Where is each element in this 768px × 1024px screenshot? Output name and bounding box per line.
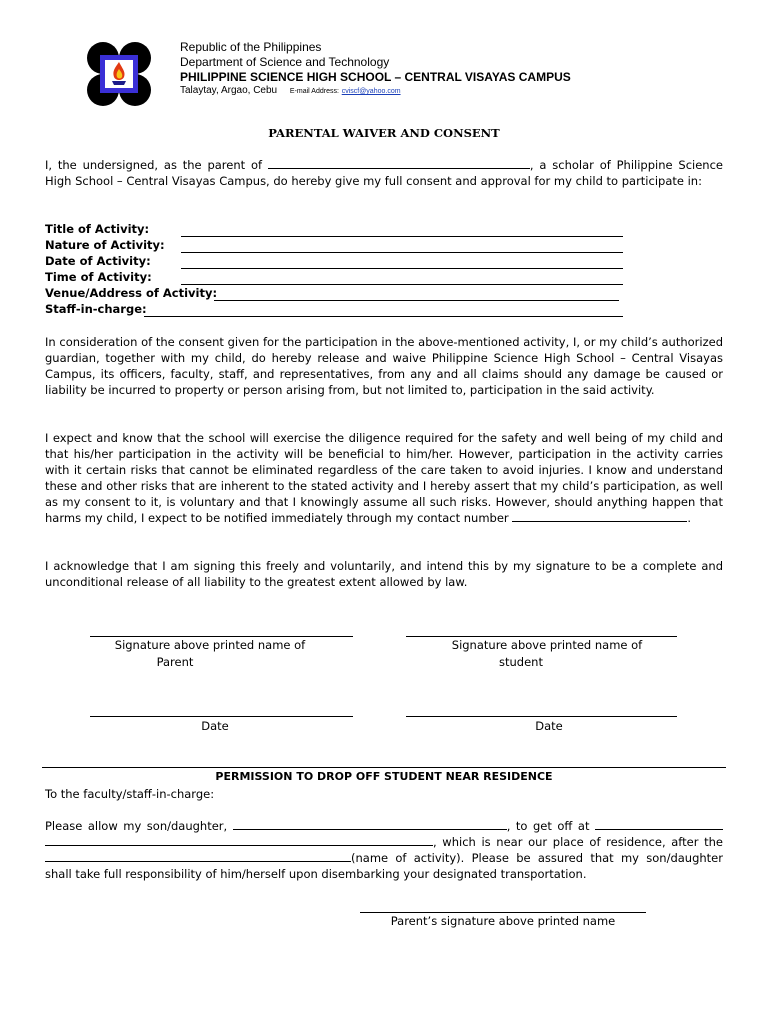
field-label-venue: Venue/Address of Activity: (45, 286, 218, 300)
field-line-title[interactable] (181, 236, 623, 237)
intro-paragraph (45, 157, 723, 189)
header-republic: Republic of the Philippines (180, 40, 322, 54)
dropoff-location-blank-1[interactable] (595, 818, 723, 830)
dropoff-salutation: To the faculty/staff-in-charge: (45, 787, 215, 801)
header-email-link[interactable]: cviscf@yahoo.com (341, 88, 401, 95)
intro-text-2: , a scholar of Philippine Science High School – Central Visayas Campus, do hereby give my full consent and approval for my child to participate in: (45, 158, 723, 188)
header-address: Talaytay, Argao, Cebu (180, 85, 278, 96)
student-signature-caption-2: student (499, 655, 543, 669)
son-daughter-name-blank[interactable] (233, 818, 507, 830)
acknowledge-paragraph: I acknowledge that I am signing this freely and voluntarily, and intend this by my signature to be a complete and unconditional release of all liability to the greatest extent allowed by law. (45, 559, 723, 589)
parent-dropoff-signature-caption: Parent’s signature above printed name (390, 914, 616, 928)
header-email-label: E-mail Address: (289, 88, 339, 95)
header-address-line (180, 85, 401, 96)
activity-name-blank[interactable] (45, 850, 351, 862)
field-label-nature: Nature of Activity: (45, 238, 165, 252)
field-label-time: Time of Activity: (45, 270, 152, 284)
dropoff-text-1: Please allow my son/daughter, (45, 819, 233, 833)
student-date-caption: Date (535, 719, 563, 733)
intro-text-1: I, the undersigned, as the parent of (45, 158, 268, 172)
dropoff-paragraph (45, 818, 723, 882)
child-name-blank[interactable] (268, 157, 530, 169)
parent-signature-caption-1: Signature above printed name of (114, 638, 306, 652)
header-school-name: PHILIPPINE SCIENCE HIGH SCHOOL – CENTRAL VISAYAS CAMPUS (180, 70, 571, 84)
student-signature-caption-1: Signature above printed name of (451, 638, 643, 652)
parent-signature-caption-2: Parent (156, 655, 194, 669)
risk-paragraph: I expect and know that the school will exercise the diligence required for the safety and well being of my child and that his/her participation in the activity will be beneficial to him/her. However, participation in the activity carries with it certain risks that cannot be eliminated regardless of the care taken to avoid injuries. I know and understand these and other risks that are inherent to the stated activity and I hereby assert that my child’s participation, as well as my consent to it, is voluntary and that I knowingly assume all such risks. However, should anything happen that harms my child, I expect to be notified immediately through my contact number . (45, 431, 723, 525)
field-label-title: Title of Activity: (45, 222, 150, 236)
field-line-nature[interactable] (181, 252, 623, 253)
section-divider (42, 767, 726, 768)
dropoff-text-2: , to get off at (506, 819, 595, 833)
field-label-date: Date of Activity: (45, 254, 151, 268)
parent-date-line[interactable] (90, 716, 353, 717)
release-paragraph: In consideration of the consent given for the participation in the above-mentioned activity, I, or my child’s authorized guardian, together with my child, do hereby release and waive Philippine Science High School – Central Visayas Campus, its officers, faculty, staff, and representatives, from any and all claims should any damage be caused or liability be incurred to property or person arising from, but not limited to, participation in the said activity. (45, 335, 723, 397)
field-label-staff: Staff-in-charge: (45, 302, 147, 316)
dropoff-heading: PERMISSION TO DROP OFF STUDENT NEAR RESIDENCE (215, 770, 553, 783)
parent-date-caption: Date (201, 719, 229, 733)
field-line-staff[interactable] (144, 316, 623, 317)
dropoff-location-blank-2[interactable] (45, 834, 433, 846)
dropoff-text-4: (name of activity). Please be assured that my son/daughter shall take full responsibility of him/herself upon disembarking your designated transportation. (45, 851, 723, 881)
header-department: Department of Science and Technology (180, 55, 390, 69)
field-line-venue[interactable] (214, 300, 619, 301)
dropoff-text-3: , which is near our place of residence, after the (433, 835, 723, 849)
pshs-logo (86, 41, 152, 107)
document-title: PARENTAL WAIVER AND CONSENT (268, 126, 500, 140)
field-line-time[interactable] (181, 284, 623, 285)
risk-paragraph-text: I expect and know that the school will exercise the diligence required for the safety and well being of my child and that his/her participation in the activity will be beneficial to him/her. However, participation in the activity carries with it certain risks that cannot be eliminated regardless of the care taken to avoid injuries. I know and understand these and other risks that are inherent to the stated activity and I hereby assert that my child’s participation, as well as my consent to it, is voluntary and that I knowingly assume all such risks. However, should anything happen that harms my child, I expect to be notified immediately through my contact number (45, 431, 723, 525)
contact-number-blank[interactable] (512, 510, 687, 522)
field-line-date[interactable] (181, 268, 623, 269)
student-date-line[interactable] (406, 716, 677, 717)
